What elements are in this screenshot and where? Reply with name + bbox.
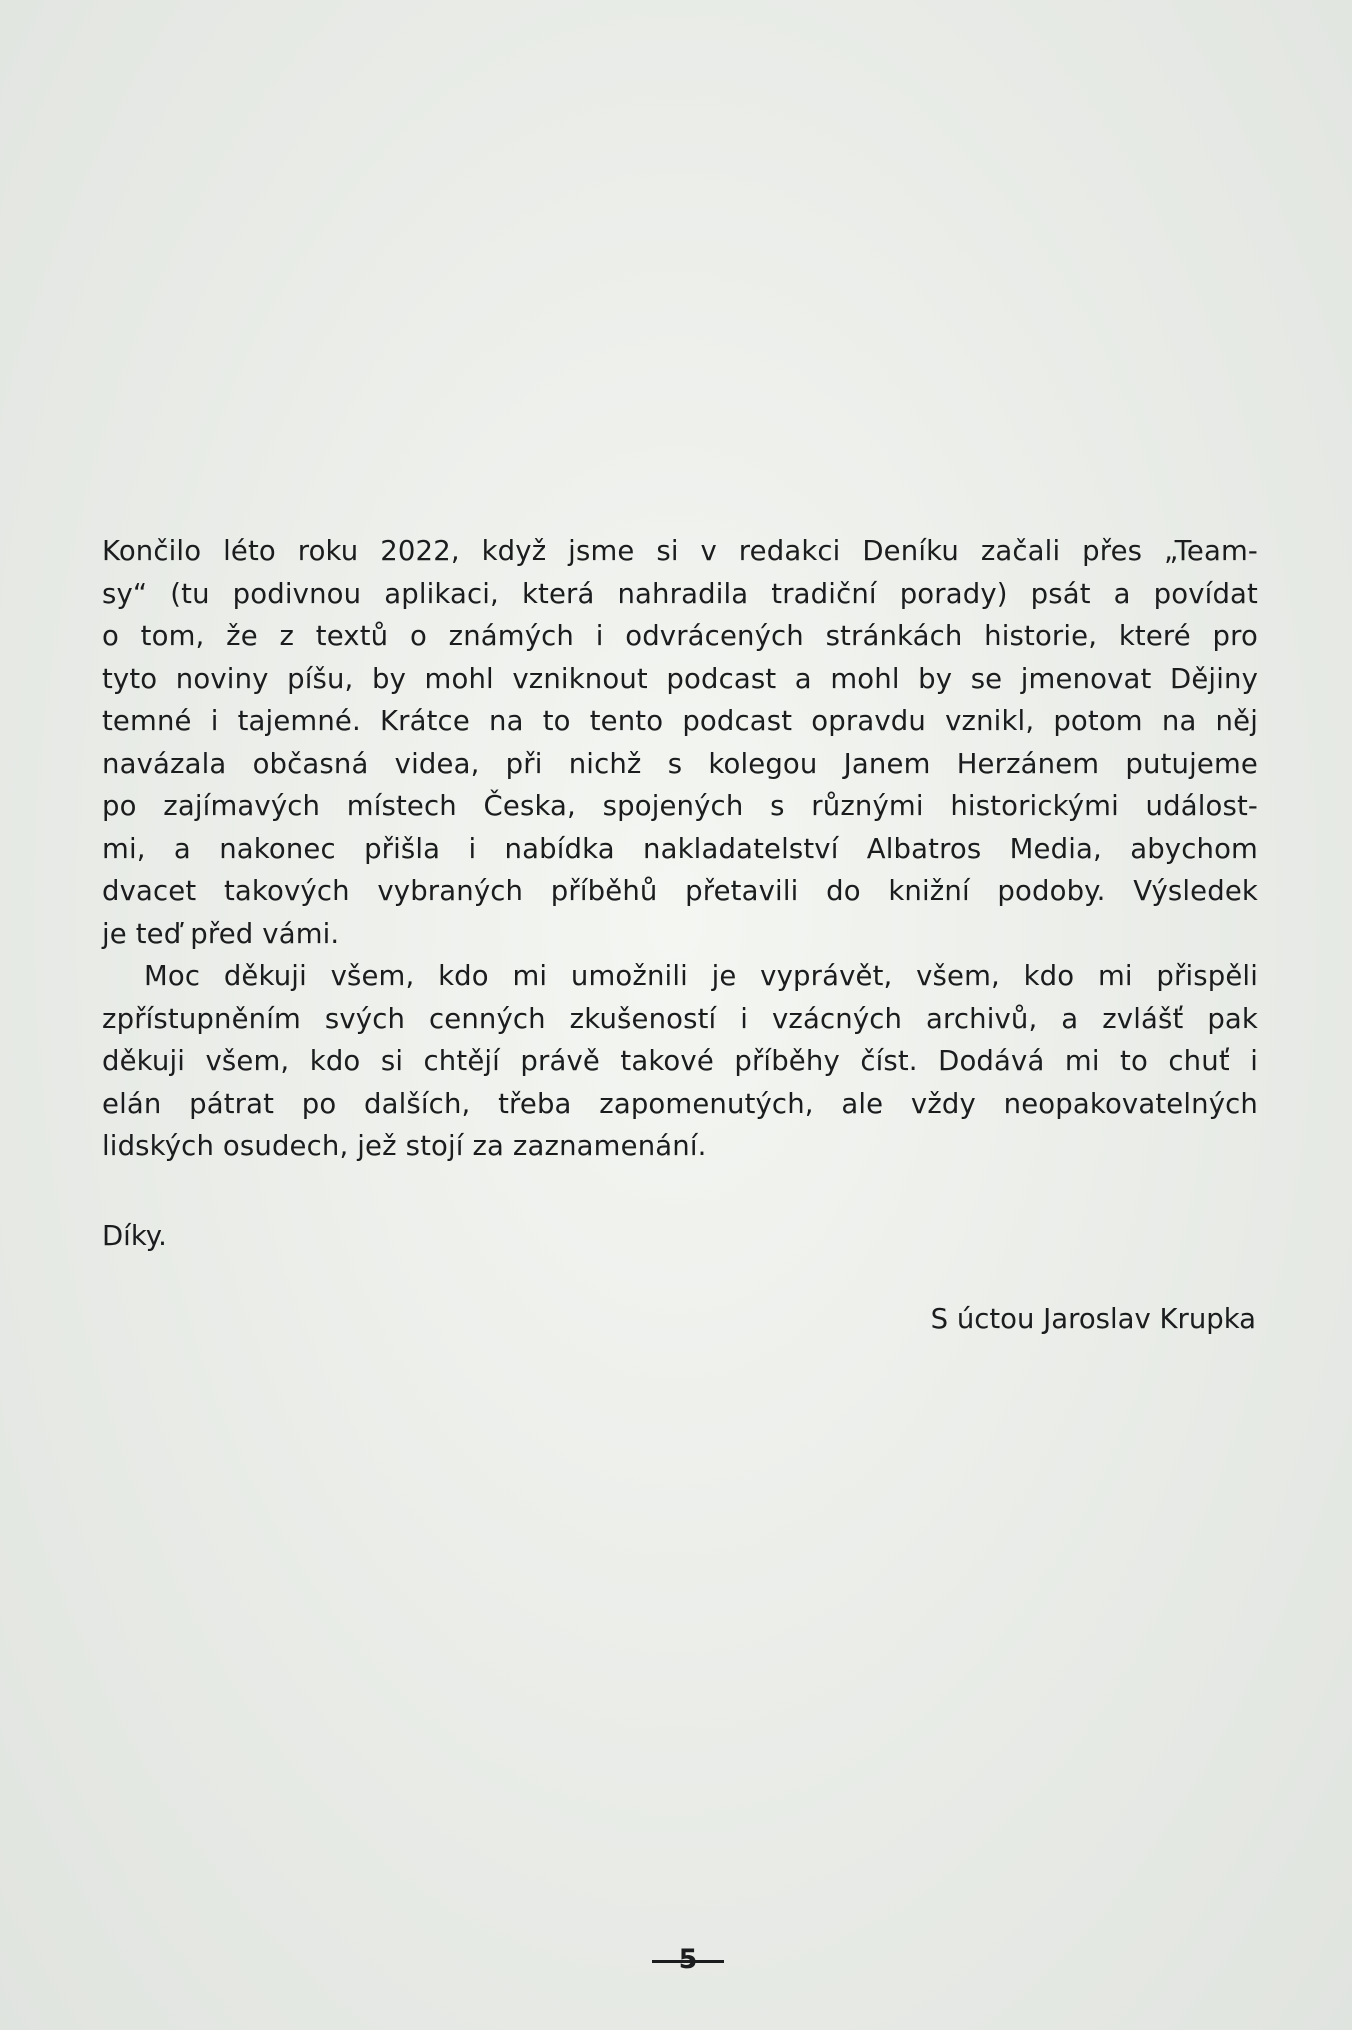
text-line: mi, a nakonec přišla i nabídka nakladatelství Albatros Media, abychom — [102, 832, 1258, 865]
text-line: navázala občasná videa, při nichž s kolegou Janem Herzánem putujeme — [102, 747, 1258, 780]
paragraph-2 — [102, 955, 1258, 1168]
text-line: tyto noviny píšu, by mohl vzniknout podcast a mohl by se jmenovat Dějiny — [102, 662, 1258, 695]
text-line: po zajímavých místech Česka, spojených s různými historickými událost- — [102, 790, 1258, 822]
text-line: dvacet takových vybraných příběhů přetavili do knižní podoby. Výsledek — [102, 875, 1258, 907]
paragraph-1 — [102, 530, 1258, 955]
closing-thanks: Díky. — [102, 1220, 167, 1252]
text-line: děkuji všem, kdo si chtějí právě takové příběhy číst. Dodává mi to chuť i — [102, 1045, 1258, 1077]
text-line: zpřístupněním svých cenných zkušeností i vzácných archivů, a zvlášť pak — [102, 1002, 1258, 1035]
text-line: lidských osudech, jež stojí za zaznamenání. — [102, 1130, 707, 1162]
author-signature: S úctou Jaroslav Krupka — [930, 1303, 1256, 1335]
body-text — [102, 530, 1258, 1168]
page-number-footer — [652, 1943, 724, 1977]
text-line: temné i tajemné. Krátce na to tento podcast opravdu vznikl, potom na něj — [102, 705, 1258, 737]
text-line: je teď před vámi. — [102, 917, 340, 950]
page-number: 5 — [678, 1944, 698, 1975]
text-line: elán pátrat po dalších, třeba zapomenutých, ale vždy neopakovatelných — [102, 1087, 1258, 1120]
text-line: Moc děkuji všem, kdo mi umožnili je vyprávět, všem, kdo mi přispěli — [144, 960, 1258, 992]
text-line: sy“ (tu podivnou aplikaci, která nahradila tradiční porady) psát a povídat — [102, 577, 1258, 610]
text-line: Končilo léto roku 2022, když jsme si v redakci Deníku začali přes „Team- — [102, 535, 1258, 567]
text-line: o tom, že z textů o známých i odvrácených stránkách historie, které pro — [102, 620, 1258, 652]
